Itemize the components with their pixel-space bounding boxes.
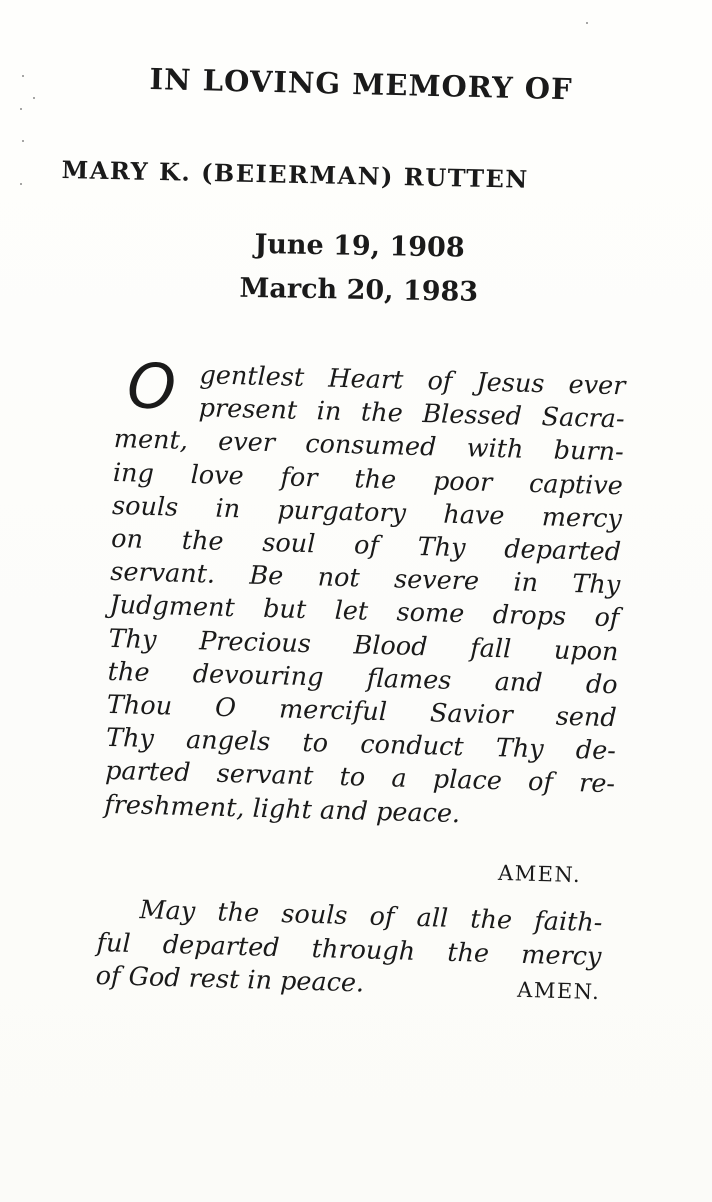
prayer-line: servant. Be not severe in Thy [109, 557, 621, 601]
prayer-line: the devouring flames and do [107, 656, 618, 701]
prayer-line: Thou O merciful Savior send [106, 689, 618, 734]
prayer-line: Judgment but let some drops of [109, 590, 620, 634]
speck [20, 108, 22, 110]
drop-cap: O [126, 349, 178, 424]
death-date: March 20, 1983 [239, 272, 479, 308]
deceased-name: MARY K. (BEIERMAN) RUTTEN [61, 155, 530, 194]
prayer-amen: AMEN. [497, 860, 582, 888]
prayer-line: gentlest Heart of Jesus ever [199, 360, 626, 402]
speck [22, 140, 24, 142]
prayer-line: ing love for the poor captive [112, 457, 624, 501]
blessing-amen: AMEN. [516, 977, 601, 1005]
prayer-line: Thy angels to conduct Thy de- [105, 723, 617, 767]
prayer-line: Thy Precious Blood fall upon [108, 623, 619, 667]
prayer-line: ment, ever consumed with burn- [113, 424, 625, 468]
prayer-text [103, 349, 626, 835]
prayer-line: souls in purgatory have mercy [111, 490, 623, 535]
blessing-line: ful departed through the mercy [96, 927, 602, 972]
blessing-line: of God rest in peace. [95, 960, 365, 999]
blessing-text [95, 893, 603, 1008]
birth-date: June 19, 1908 [254, 228, 465, 264]
speck [33, 97, 35, 99]
speck [586, 22, 588, 24]
life-dates [198, 222, 519, 316]
blessing-line: May the souls of all the faith- [139, 895, 603, 939]
prayer-line: freshment, light and peace. [103, 789, 461, 829]
prayer-line: present in the Blessed Sacra- [198, 393, 625, 435]
speck [20, 183, 22, 185]
prayer-line: parted servant to a place of re- [104, 756, 616, 800]
card-heading: IN LOVING MEMORY OF [149, 62, 574, 107]
speck [22, 75, 24, 77]
prayer-line: on the soul of Thy departed [110, 523, 622, 568]
